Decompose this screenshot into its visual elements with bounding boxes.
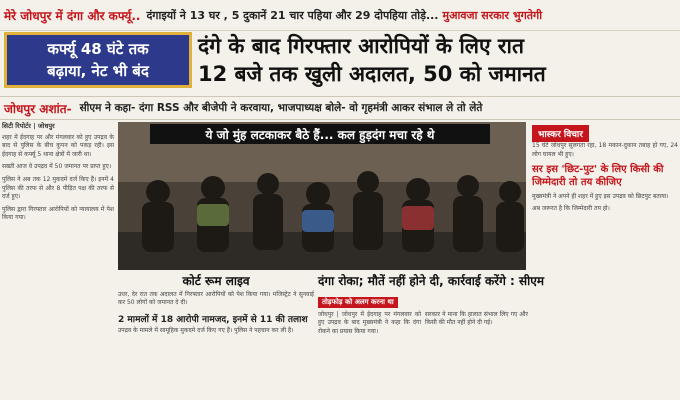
opinion-paragraph: मुख्यमंत्री ने अपने ही शहर में हुए इस उपद्रव को छिटपुट बताया। — [532, 193, 669, 201]
court-room-text-2: उपद्रव के मामले में सामूहिक मुकदमे दर्ज किए गए हैं। पुलिस ने पहचान कर ली है। — [118, 326, 294, 334]
dateline: जोधपुर अशांत- — [4, 101, 72, 116]
court-room-text: उधर, देर रात तक अदालत में गिरफ्तार आरोपियों को पेश किया गया। मजिस्ट्रेट ने सुनवाई कर 50 लोगों को जमानत दे दी। — [118, 291, 314, 307]
main-headline — [198, 32, 676, 88]
left-paragraph: शहर में ईदगाह पर और मंगलवार को हुए उपद्रव के बाद से पुलिस के बीच कुपन को पकड़ रही। इस ईदगाह से कर्फ्यू 5 थाना क्षेत्रों में जारी था। — [2, 133, 114, 158]
news-photo — [118, 122, 526, 270]
cm-statement-title: दंगा रोका; मौतें नहीं होने दी, कार्रवाई करेंगे : सीएम — [318, 274, 545, 288]
photo-caption: ये जो मुंह लटकाकर बैठे हैं... कल हुड़दंग मचा रहे थे — [150, 124, 490, 144]
curfew-line-1: कर्फ्यू 48 घंटे तक — [47, 40, 149, 58]
bottom-section — [118, 272, 545, 400]
subhead-text: सीएम ने कहा- दंगा RSS और बीजेपी ने करवाया, भाजपाध्यक्ष बोले- वो गृहमंत्री आकर संभाल ले तो लेते — [79, 102, 483, 114]
opinion-box — [532, 122, 678, 400]
headline-line-2: 12 बजे तक खुली अदालत, 50 को जमानत — [198, 62, 546, 86]
headline-line-1: दंगे के बाद गिरफ्तार आरोपियों के लिए रात — [198, 34, 524, 58]
top-news-strip — [0, 0, 680, 31]
strip-accent: मुआवजा सरकार भुगतेगी — [442, 8, 543, 22]
court-room-column — [118, 272, 314, 400]
opinion-body — [532, 142, 678, 159]
cm-statement-column — [318, 272, 545, 400]
opinion-paragraph: 15 घंटे जोधपुर सुलगता रहा, 18 मकान-दुकान तबाह हो गए, 24 लोग घायल भी हुए। — [532, 142, 678, 158]
opinion-body-2 — [532, 193, 678, 213]
left-column — [2, 122, 114, 400]
cm-statement-text-2: सरकार ने माना कि हालात संभाल लिए गए और किसी की मौत नहीं होने दी गई। — [425, 311, 528, 327]
cm-statement-body — [318, 311, 528, 336]
opinion-header: भास्कर विचार — [532, 125, 589, 142]
curfew-line-2: बढ़ाया, नेट भी बंद — [47, 62, 149, 80]
left-paragraph: सख्ती आज वे उपद्रव में 50 जमानत पर प्राप्त हुए। — [2, 163, 112, 171]
strip-kicker: मेरे जोधपुर में दंगा और कर्फ्यू.. — [4, 8, 141, 23]
court-room-title: कोर्ट रूम लाइव — [182, 274, 250, 288]
left-paragraph: पुलिस द्वारा गिरफ्तार आरोपियों को न्यायालय में पेश किया गया। — [2, 205, 114, 222]
photo-illustration — [118, 122, 526, 270]
opinion-title: सर इस 'छिट-पुट' के लिए किसी की जिम्मेदारी तो तय कीजिए — [532, 164, 664, 189]
subhead-strip — [0, 96, 680, 120]
cm-statement-tag: तोड़फोड़ को अलग करना था — [318, 297, 398, 308]
court-room-subhead: 2 मामलों में 18 आरोपी नामजद, इनमें से 11 की तलाश — [118, 314, 308, 325]
opinion-paragraph: अब जरूरत है कि जिम्मेदारी तय हो। — [532, 204, 610, 212]
curfew-box — [4, 32, 192, 88]
cm-statement-text: जोधपुर | जोधपुर में ईदगाह पर मंगलवार को हुए उपद्रव के बाद मुख्यमंत्री ने कहा कि दंगा रोकने का प्रयास किया गया। — [318, 311, 421, 335]
left-paragraph: पुलिस ने अब तक 12 मुकदमे दर्ज किए हैं। इनमें 4 पुलिस की तरफ से और 8 पीड़ित पक्ष की तरफ से दर्ज हुए। — [2, 175, 114, 201]
byline: सिटी रिपोर्टर | जोधपुर — [2, 122, 55, 130]
strip-text: दंगाइयों ने 13 घर , 5 दुकानें 21 चार पहिया और 29 दोपहिया तोड़े... — [146, 8, 439, 22]
